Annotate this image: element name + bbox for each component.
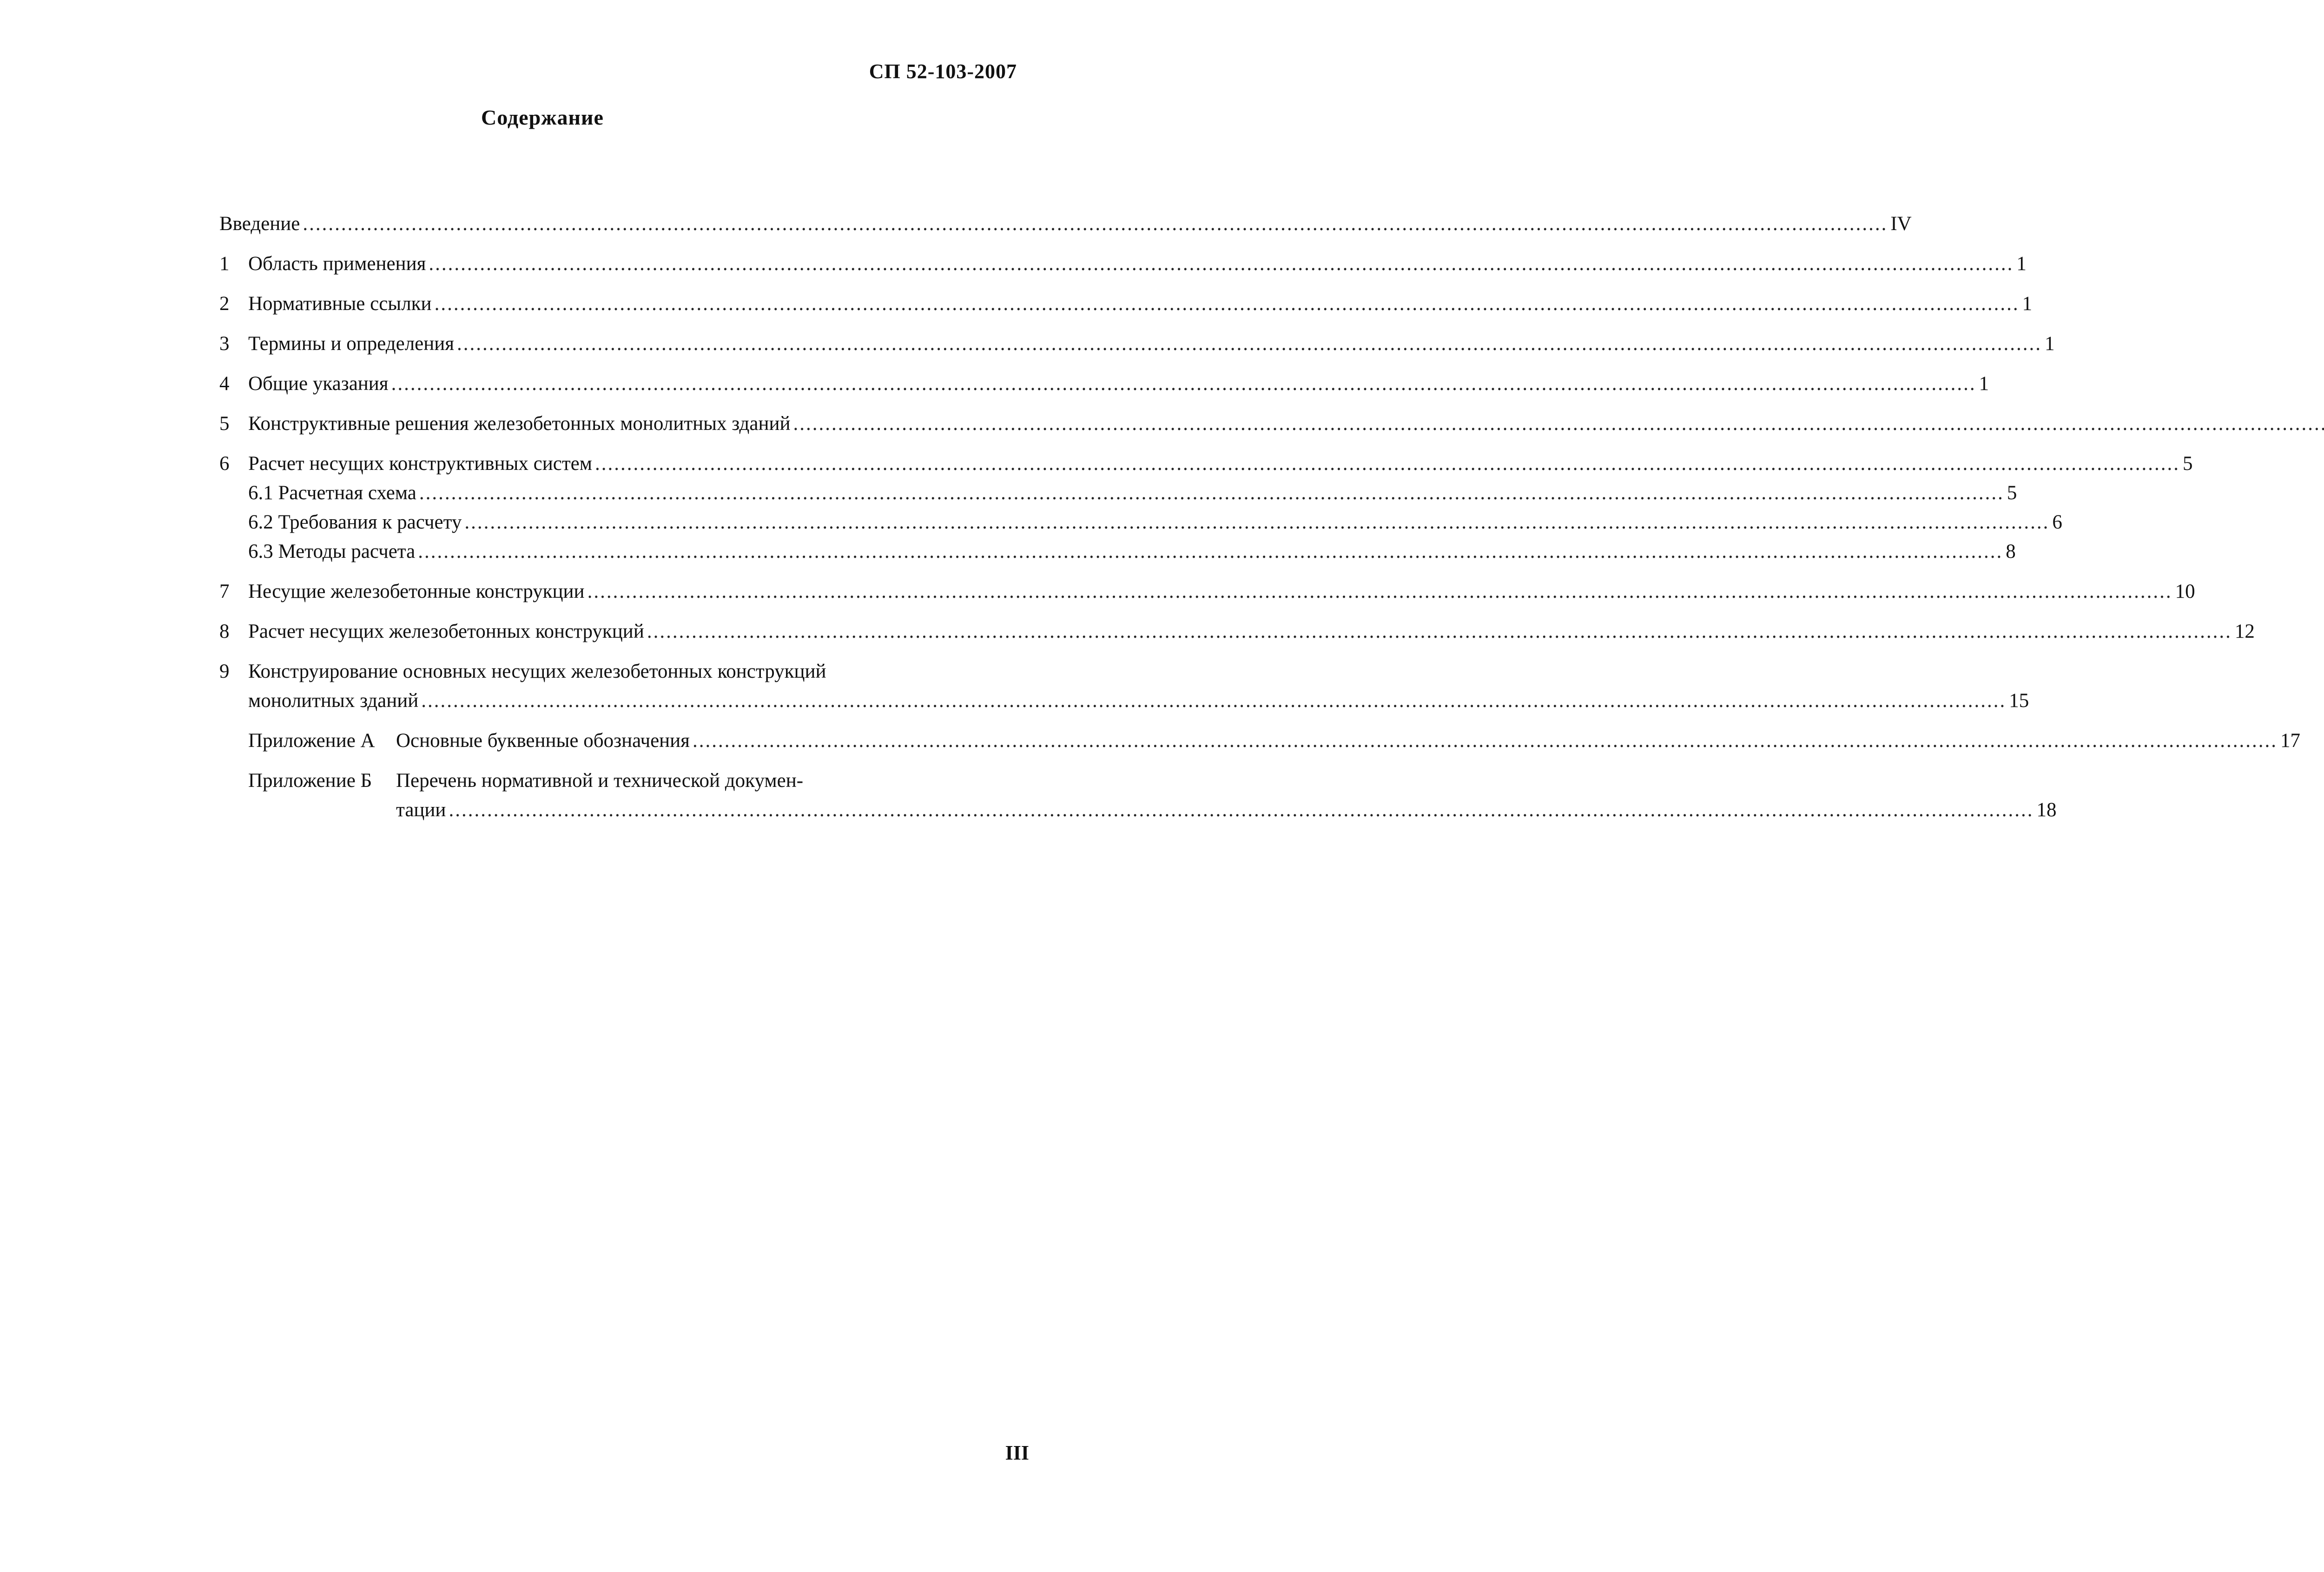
toc-entry-6-2[interactable] (219, 508, 2062, 537)
appendix-title-continuation-line (396, 795, 2056, 825)
toc-entry-continuation-line (219, 686, 2029, 715)
toc-leader-dots (464, 508, 2049, 537)
page-number: III (1005, 1441, 1029, 1464)
toc-entry-page: 1 (2022, 293, 2033, 315)
toc-entry-6-1[interactable] (219, 478, 2017, 508)
toc-entry-label: Несущие железобетонные конструкции (248, 581, 585, 602)
toc-leader-dots (793, 409, 2324, 438)
toc-entry-number: 9 (219, 661, 230, 682)
toc-entry-label: Расчет несущих конструктивных систем (248, 453, 592, 475)
toc-entry-number: 7 (219, 581, 230, 602)
toc-entry-label: 6.2 Требования к расчету (248, 511, 462, 533)
toc-leader-dots (391, 369, 1976, 398)
appendix-title-line (396, 766, 2056, 795)
toc-entry-number: 2 (219, 293, 230, 315)
appendix-title: Перечень нормативной и технической докумен- (396, 770, 804, 792)
toc-leader-dots (429, 249, 2014, 278)
toc-entry-page: 10 (2175, 581, 2195, 602)
toc-entry-label: Введение (219, 213, 300, 235)
toc-entry-page: 1 (2016, 253, 2027, 275)
toc-entry-6[interactable] (219, 449, 2193, 478)
toc-entry-8[interactable] (219, 617, 2255, 646)
toc-entry-label: Расчет несущих железобетонных конструкций (248, 621, 644, 642)
toc-entry-page: 18 (2036, 799, 2057, 821)
toc-entry-number: 6 (219, 453, 230, 475)
toc-entry-label: 6.1 Расчетная схема (248, 482, 416, 504)
toc-entry-page: IV (1890, 213, 1912, 235)
toc-entry-number: 5 (219, 413, 230, 435)
toc-leader-dots (421, 686, 2006, 715)
toc-entry-page: 1 (1979, 373, 1989, 395)
toc-entry-number: 1 (219, 253, 230, 275)
toc-leader-dots (418, 537, 2003, 566)
table-of-contents (219, 209, 2300, 825)
toc-leader-dots (588, 577, 2172, 606)
toc-entry-label: Конструирование основных несущих железобетонных конструкций (248, 661, 826, 682)
toc-entry-page: 1 (2045, 333, 2055, 355)
toc-leader-dots (303, 209, 1888, 238)
toc-leader-dots (449, 795, 2034, 825)
toc-entry-page: 17 (2280, 730, 2300, 752)
toc-entry-page: 8 (2006, 541, 2016, 562)
toc-leader-dots (419, 478, 2004, 508)
toc-leader-dots (457, 329, 2042, 358)
appendix-label: Приложение Б (248, 770, 372, 792)
toc-entry-label: Нормативные ссылки (248, 293, 432, 315)
toc-entry-3[interactable] (219, 329, 2055, 358)
toc-entry-number: 3 (219, 333, 230, 355)
toc-appendix-b[interactable] (219, 766, 2057, 825)
toc-leader-dots (647, 617, 2232, 646)
appendix-title-line (396, 726, 2300, 755)
toc-entry-page: 15 (2009, 690, 2029, 712)
toc-title: Содержание (481, 106, 604, 129)
toc-entry-1[interactable] (219, 249, 2027, 278)
toc-entry-label: 6.3 Методы расчета (248, 541, 416, 562)
appendix-body (396, 766, 2056, 825)
toc-entry-number: 4 (219, 373, 230, 395)
toc-entry-introduction[interactable] (219, 209, 1912, 238)
toc-entry-page: 6 (2052, 511, 2062, 533)
toc-entry-4[interactable] (219, 369, 1989, 398)
toc-entry-label: Общие указания (248, 373, 389, 395)
toc-leader-dots (595, 449, 2180, 478)
appendix-body (396, 726, 2300, 755)
toc-entry-5[interactable] (219, 409, 885, 438)
toc-entry-first-line (219, 657, 885, 686)
toc-leader-dots (693, 726, 2278, 755)
toc-entry-6-3[interactable] (219, 537, 2016, 566)
toc-entry-page: 5 (2182, 453, 2193, 475)
toc-entry-label: Конструктивные решения железобетонных монолитных зданий (248, 413, 791, 435)
appendix-label: Приложение А (248, 730, 375, 752)
toc-entry-page: 12 (2234, 621, 2255, 642)
toc-entry-number: 8 (219, 621, 230, 642)
toc-entry-label: Область применения (248, 253, 426, 275)
toc-entry-2[interactable] (219, 289, 2033, 318)
toc-entry-label-continuation: монолитных зданий (248, 690, 419, 712)
toc-appendix-a[interactable] (219, 726, 2300, 755)
toc-leader-dots (435, 289, 2020, 318)
toc-entry-7[interactable] (219, 577, 2195, 606)
appendix-title: Основные буквенные обозначения (396, 730, 690, 752)
toc-entry-page: 5 (2007, 482, 2017, 504)
toc-entry-9[interactable] (219, 657, 2029, 715)
document-code: СП 52-103-2007 (869, 60, 1017, 83)
toc-entry-label: Термины и определения (248, 333, 455, 355)
appendix-title-continuation: тации (396, 799, 446, 821)
